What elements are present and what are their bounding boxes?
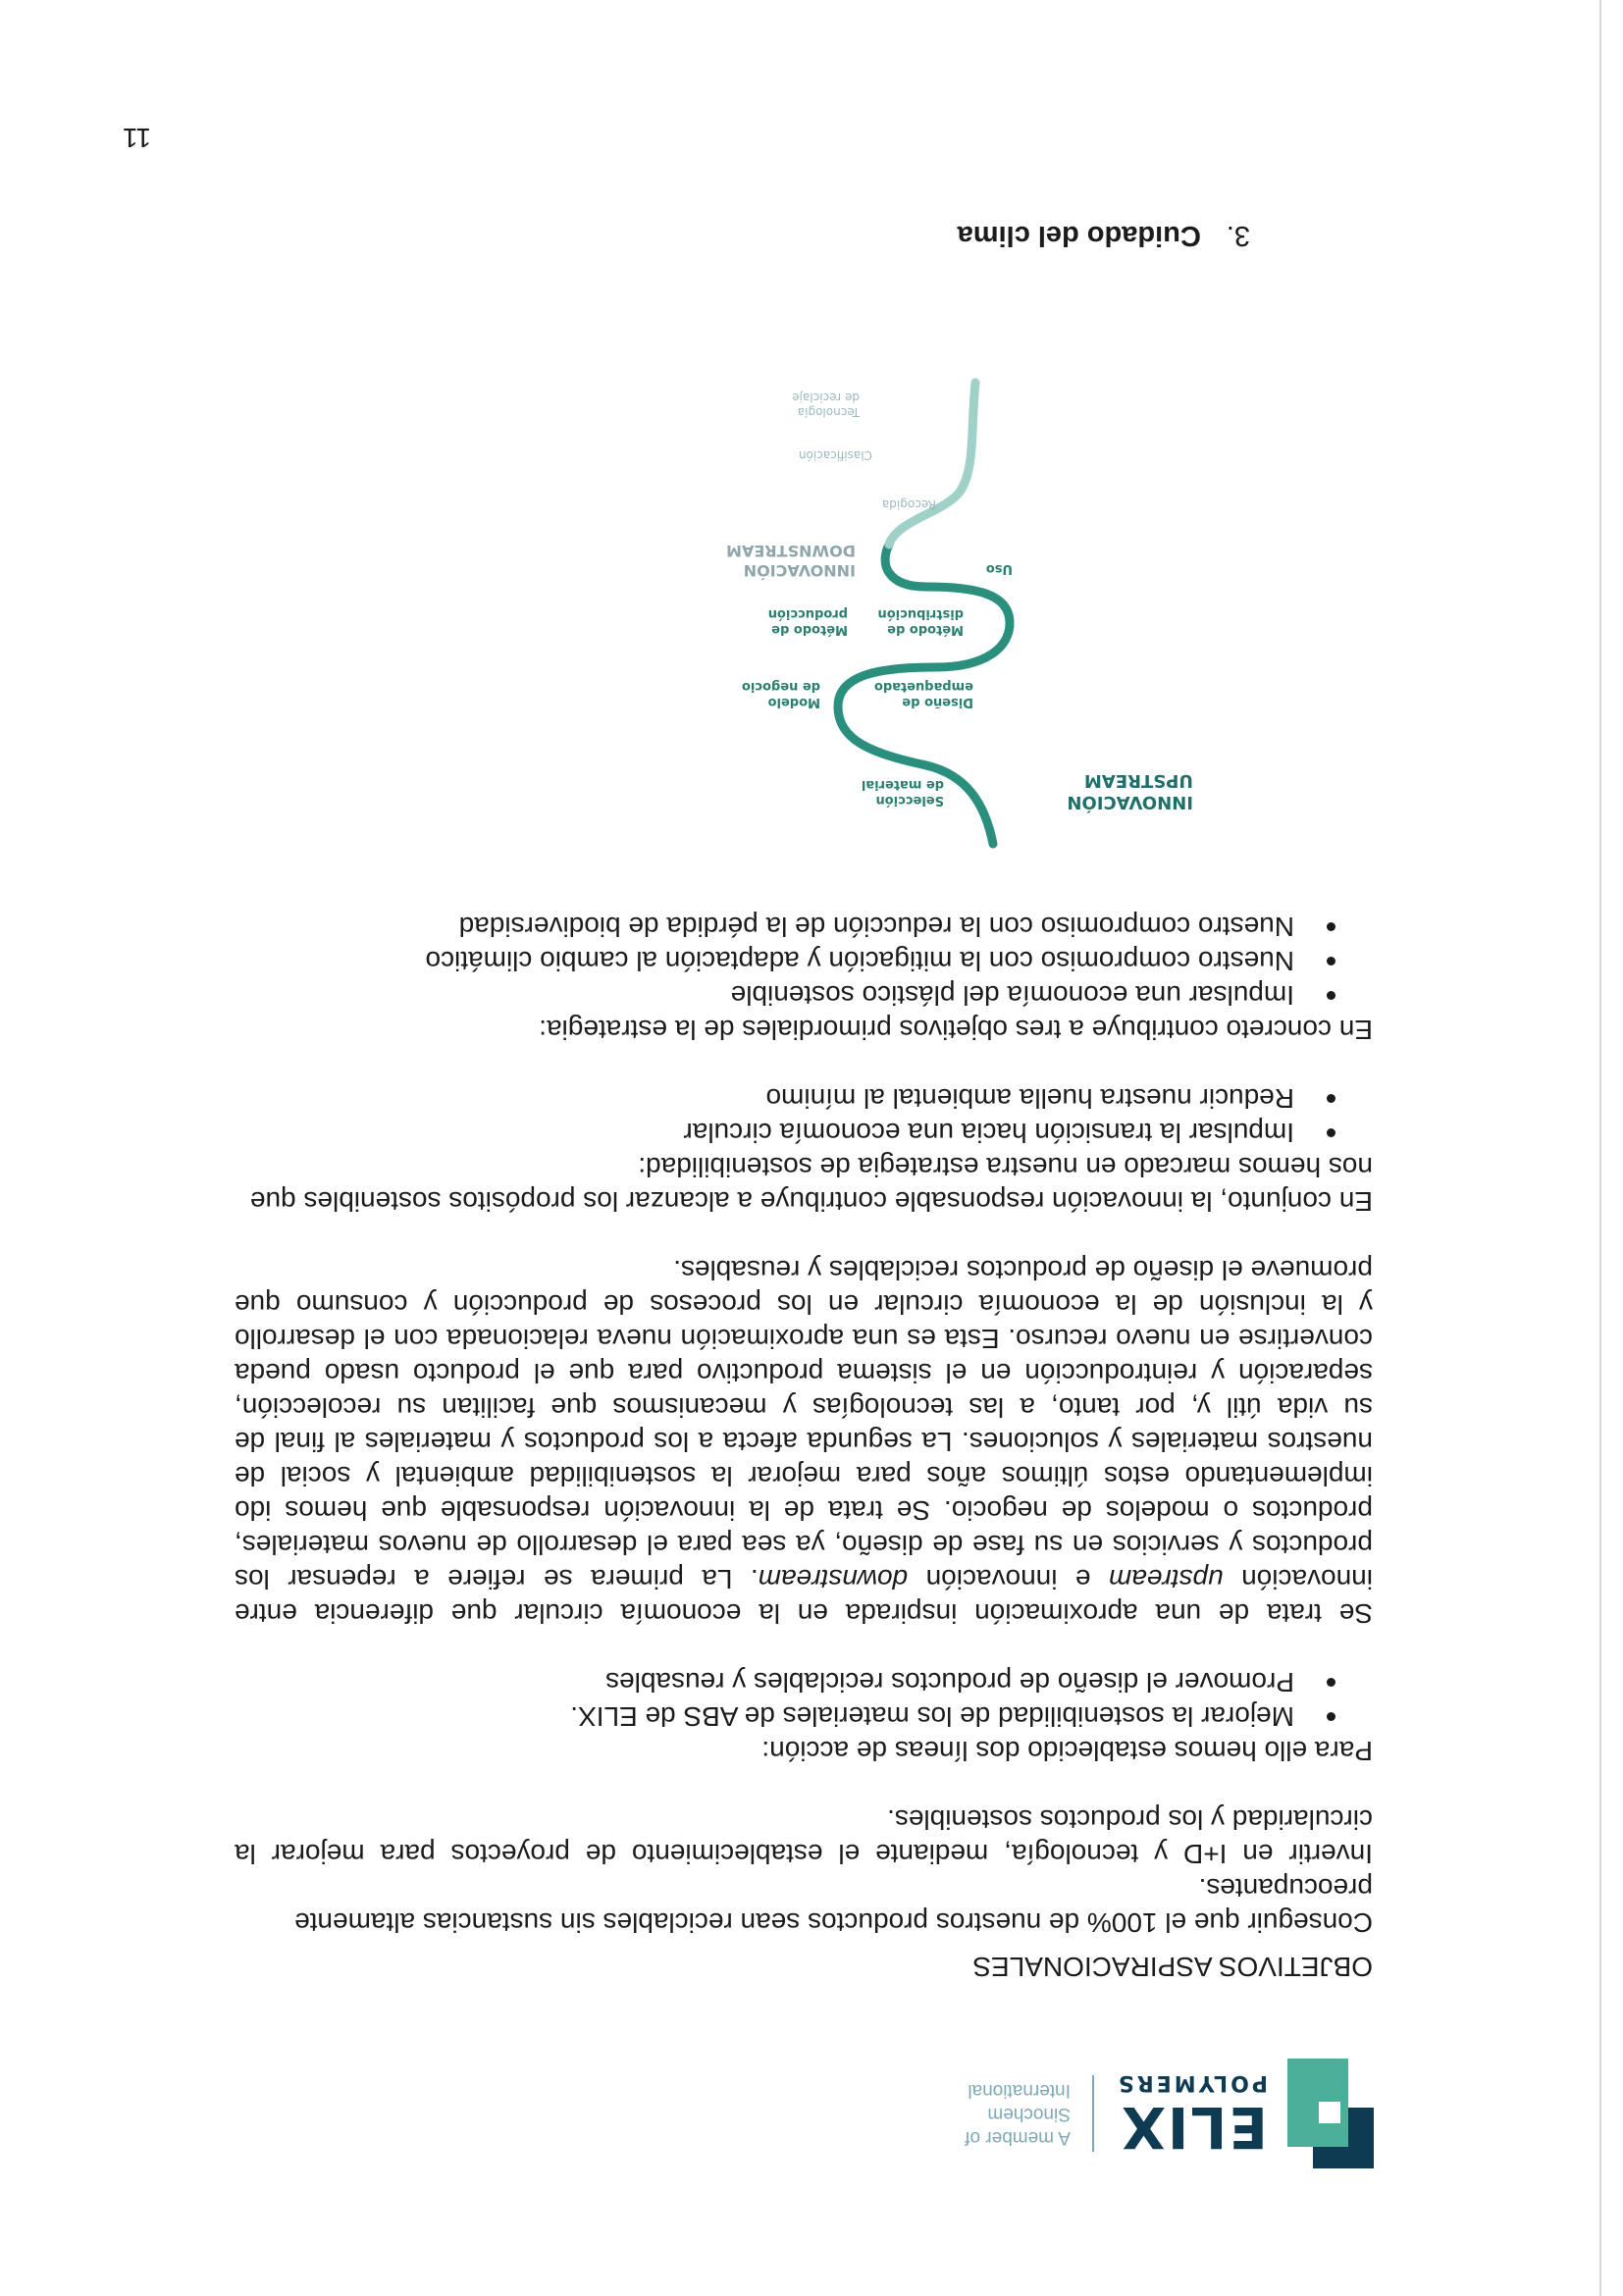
list-item xyxy=(235,1081,1373,1116)
logo-member-line: A member of xyxy=(965,2127,1071,2148)
downstream-title: INNOVACIÓN DOWNSTREAM xyxy=(726,542,856,580)
label-seleccion: Selección de material xyxy=(861,777,944,808)
objective-line: Conseguir que el 100% de nuestros productos sean reciclables sin sustancias altamente preocupantes. xyxy=(294,1873,1373,1938)
bullet-icon xyxy=(1327,1094,1335,1103)
list-item-text: Nuestro compromiso con la mitigación y adaptación al cambio climático xyxy=(425,946,1294,976)
action-list xyxy=(235,1665,1373,1734)
paragraph-text: . La primera se refiere a repensar los productos y servicios en su fase de diseño, ya sea para el desarrollo de nuevos materiales, productos o modelos de negocio. Se trata de la innovación responsable que hemos ido implementando estos últimos años para mejorar la sostenibilidad ambiental y social de nuestros materiales y soluciones. La segunda afecta a los productos y materiales al final de su vida útil y, por tanto, a las tecnologías y mecanismos que facilitan su recolección, separación y reintroducción en el sistema productivo para que el producto usado pueda convertirse en nuevo recurso. Esta es una aproximación nueva relacionada con el desarrollo y la inclusión de la economía circular en los procesos de producción y consumo que promueve el diseño de productos reciclables y reusables. xyxy=(235,1255,1373,1594)
page-number: 11 xyxy=(122,123,151,153)
label-metodo-dist: Método de distribución xyxy=(877,606,964,637)
list-item xyxy=(235,1116,1373,1150)
objective-line: Invertir en I+D y tecnología, mediante el establecimiento de proyectos para mejorar la circularidad y los productos sostenibles. xyxy=(235,1804,1373,1869)
purposes-list xyxy=(235,1081,1373,1150)
label-clasificacion: Clasificación xyxy=(798,448,872,462)
strategy-list xyxy=(235,910,1373,1013)
label-modelo: Modelo de negocio xyxy=(741,679,820,709)
innovation-diagram xyxy=(726,383,1221,844)
bullet-icon xyxy=(1327,1678,1335,1687)
strategy-intro: En concreto contribuye a tres objetivos primordiales de la estrategia: xyxy=(539,1015,1373,1045)
list-item-text: Impulsar la transición hacia una economía circular xyxy=(683,1118,1294,1148)
label-uso: Uso xyxy=(985,561,1013,576)
list-item xyxy=(235,978,1373,1013)
logo-wordmark xyxy=(1115,2070,1268,2161)
list-item-text: Nuestro compromiso con la reducción de la pérdida de biodiversidad xyxy=(458,912,1294,942)
main-content xyxy=(235,875,1373,1984)
innovation-paragraph xyxy=(235,1253,1373,1631)
upstream-title: INNOVACIÓN UPSTREAM xyxy=(1067,770,1193,812)
action-intro: Para ello hemos establecido dos líneas de acción: xyxy=(761,1736,1373,1766)
logo-brand: ELIX xyxy=(1120,2094,1268,2161)
logo-divider xyxy=(1092,2075,1094,2152)
bullet-icon xyxy=(1327,1128,1335,1137)
section-title: Cuidado del clima xyxy=(957,220,1201,251)
purposes-intro: En conjunto, la innovación responsable contribuye a alcanzar los propósitos sostenibles que nos hemos marcado en nuestra estrategia de sostenibilidad: xyxy=(249,1152,1373,1217)
list-item xyxy=(235,944,1373,978)
upstream-term: upstream xyxy=(1108,1564,1224,1594)
logo-member-line: Sinochem xyxy=(987,2104,1071,2124)
logo-sub: POLYMERS xyxy=(1115,2070,1268,2095)
label-diseno: Diseño de empaquetado xyxy=(873,679,973,709)
list-item-text: Promover el diseño de productos reciclables y reusables xyxy=(605,1667,1294,1697)
label-tecnologia: Tecnología de reciclaje xyxy=(792,391,860,419)
list-item-text: Impulsar una economía del plástico sostenible xyxy=(730,980,1294,1011)
logo-member-line: International xyxy=(968,2080,1071,2101)
downstream-path xyxy=(889,383,975,545)
section-number: 3. xyxy=(1226,220,1250,251)
paragraph-text: e innovación xyxy=(908,1564,1109,1594)
label-metodo-prod: Método de producción xyxy=(767,606,848,637)
logo-mark-icon xyxy=(1287,2059,1374,2168)
elix-logo xyxy=(965,2059,1374,2168)
logo-member-text xyxy=(965,2078,1071,2149)
bullet-icon xyxy=(1327,1712,1335,1721)
paragraph-text: Se trata de una aproximación inspirada en la economía circular que diferencia entre innovación xyxy=(235,1564,1373,1629)
bullet-icon xyxy=(1327,922,1335,931)
list-item xyxy=(235,1665,1373,1699)
bullet-icon xyxy=(1327,991,1335,1000)
list-item xyxy=(235,910,1373,944)
list-item-text: Mejorar la sostenibilidad de los materiales de ABS de ELIX. xyxy=(570,1701,1294,1732)
list-item-text: Reducir nuestra huella ambiental al mínimo xyxy=(765,1083,1294,1114)
section-heading xyxy=(958,219,1250,251)
list-item xyxy=(235,1699,1373,1734)
scan-edge xyxy=(1599,0,1601,2296)
bullet-icon xyxy=(1327,957,1335,965)
label-recogida: Recogida xyxy=(881,497,936,511)
objectives-title: OBJETIVOS ASPIRACIONALES xyxy=(972,1952,1373,1982)
downstream-term: downstream xyxy=(758,1564,909,1594)
